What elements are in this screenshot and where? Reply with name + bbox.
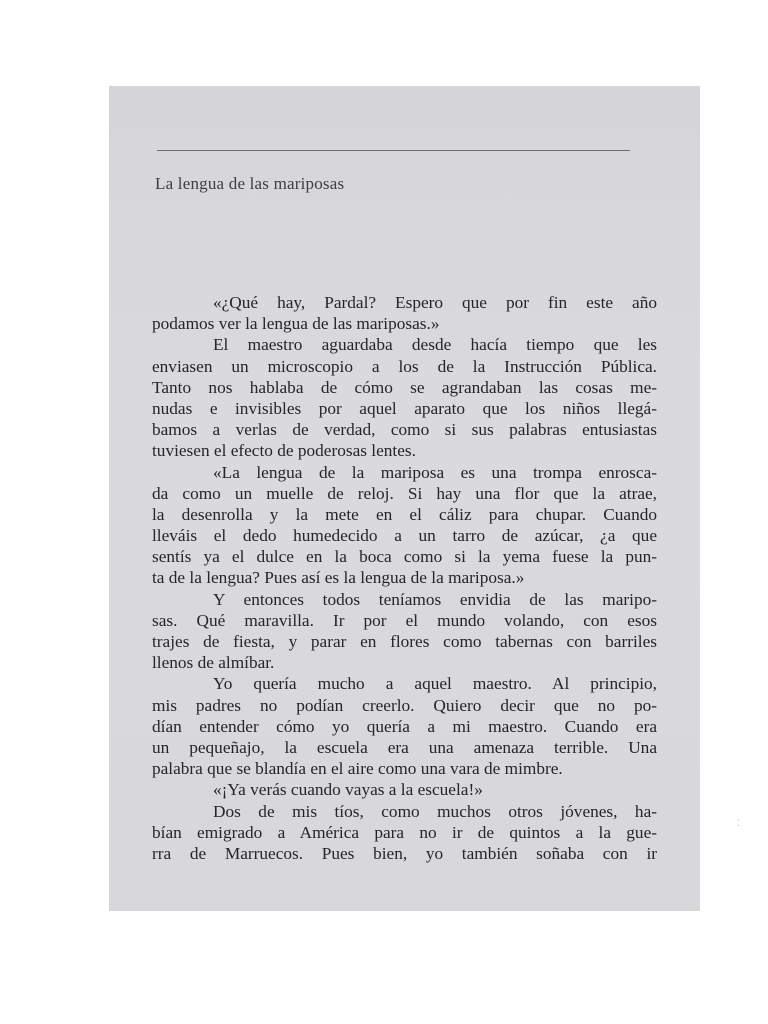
- text-line: «¡Ya verás cuando vayas a la escuela!»: [213, 780, 483, 800]
- text-line: nudas e invisibles por aquel aparato que los niños llegá-: [152, 398, 657, 418]
- body-text: [152, 292, 657, 864]
- text-line: «La lengua de la mariposa es una trompa enrosca-: [213, 462, 657, 482]
- text-line: trajes de fiesta, y parar en flores como tabernas con barriles: [152, 632, 657, 651]
- text-line: lleváis el dedo humedecido a un tarro de azúcar, ¿a que: [152, 526, 657, 546]
- text-line: sentís ya el dulce en la boca como si la yema fuese la pun-: [152, 547, 657, 567]
- header-rule: [157, 150, 630, 151]
- book-page-photo: [109, 86, 740, 911]
- text-line: Yo quería mucho a aquel maestro. Al principio,: [213, 674, 657, 694]
- text-line: bamos a verlas de verdad, como si sus palabras entusiastas: [152, 420, 657, 440]
- margin-smudge: ⁚: [737, 819, 740, 829]
- text-line: llenos de almíbar.: [152, 653, 275, 673]
- text-line: sas. Qué maravilla. Ir por el mundo volando, con esos: [152, 610, 657, 630]
- text-line: ta de la lengua? Pues así es la lengua de la mariposa.»: [152, 568, 525, 588]
- running-head: La lengua de las mariposas: [155, 174, 345, 193]
- text-line: la desenrolla y la mete en el cáliz para chupar. Cuando: [152, 504, 657, 524]
- text-line: podamos ver la lengua de las mariposas.»: [152, 314, 440, 334]
- text-line: mis padres no podían creerlo. Quiero decir que no po-: [152, 695, 657, 715]
- text-line: tuviesen el efecto de poderosas lentes.: [152, 441, 416, 461]
- text-line: rra de Marruecos. Pues bien, yo también soñaba con ir: [152, 843, 657, 863]
- text-line: Dos de mis tíos, como muchos otros jóvenes, ha-: [213, 801, 657, 821]
- text-line: Tanto nos hablaba de cómo se agrandaban las cosas me-: [152, 377, 657, 397]
- text-line: palabra que se blandía en el aire como una vara de mimbre.: [152, 759, 563, 779]
- text-line: un pequeñajo, la escuela era una amenaza terrible. Una: [152, 737, 657, 757]
- text-line: Y entonces todos teníamos envidia de las maripo-: [213, 589, 657, 609]
- text-line: da como un muelle de reloj. Si hay una flor que la atrae,: [152, 483, 657, 503]
- text-line: El maestro aguardaba desde hacía tiempo que les: [213, 335, 657, 355]
- text-line: «¿Qué hay, Pardal? Espero que por fin este año: [213, 293, 657, 312]
- text-line: dían entender cómo yo quería a mi maestro. Cuando era: [152, 716, 657, 736]
- text-line: enviasen un microscopio a los de la Instrucción Pública.: [152, 356, 657, 376]
- text-line: bían emigrado a América para no ir de quintos a la gue-: [152, 822, 657, 842]
